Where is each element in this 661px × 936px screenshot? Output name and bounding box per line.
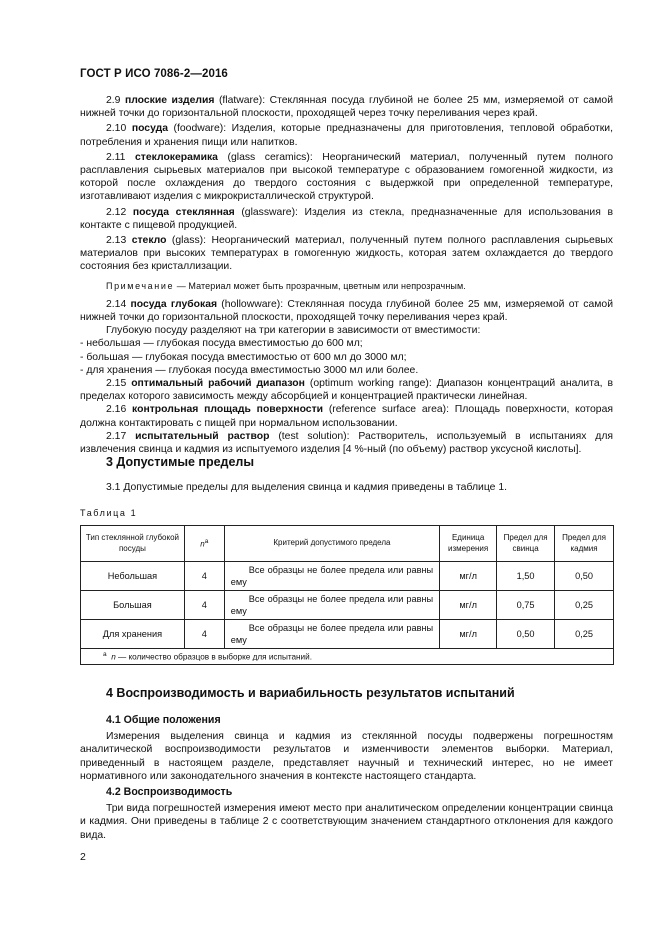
col-header-cadmium: Предел для кадмия [555, 526, 614, 562]
subsection-4-1-text: Измерения выделения свинца и кадмия из стеклянной посуды подвержены погрешностям аналитической воспроизводимости результатов и изменчивости элементов выборки. Материал, приведенный в настоящем разделе, представляет научный и технический интерес, но не имеет нормативного или законодательного значения в контексте настоящего стандарта. [80, 731, 613, 782]
category-item: - большая — глубокая посуда вместимостью от 600 мл до 3000 мл; [80, 351, 407, 363]
table-footnote: $^а$ n — количество образцов в выборке для испытаний. [81, 649, 614, 665]
term: стеклокерамика [135, 151, 218, 163]
table-row: Большая 4 Все образцы не более предела или равны ему мг/л 0,75 0,25 [81, 591, 614, 620]
note: Примечание — Материал может быть прозрачным, цветным или непрозрачным. [106, 280, 466, 291]
table-footnote-row [81, 649, 614, 665]
table-row: Для хранения 4 Все образцы не более предела или равны ему мг/л 0,50 0,25 [81, 620, 614, 649]
term: оптимальный рабочий диапазон [131, 378, 305, 390]
paragraph-3-1: 3.1 Допустимые пределы для выделения свинца и кадмия приведены в таблице 1. [106, 482, 507, 493]
col-header-criterion: Критерий допустимого предела [224, 526, 439, 562]
table-header-row [81, 526, 614, 562]
col-header-type: Тип стеклянной глубокой посуды [81, 526, 185, 562]
definition-2-11: 2.11 стеклокерамика (glass ceramics): Неорганический материал, полученный путем полного расплавления сырьевых материалов при высокой температуре с образованием гомогенной жидкости, из которой после охлаждения до твердого состояния с выдержкой при определенной температуре, изготавливают изделия с микрокристаллической структурой. [80, 151, 614, 203]
definition-2-10: 2.10 посуда (foodware): Изделия, которые предназначены для приготовления, тепловой обработки, потребления и хранения пищи или напитков. [80, 123, 613, 148]
subsection-4-2-title: 4.2 Воспроизводимость [106, 786, 233, 799]
subsection-4-1-title: 4.1 Общие положения [106, 714, 221, 726]
subsection-4-2-text: Три вида погрешностей измерения имеют место при аналитическом определении концентрации свинца и кадмия. Они приведены в таблице 2 с соответствующим значением стандартного отклонения для каждого вида. [80, 803, 613, 841]
category-item: - небольшая — глубокая посуда вместимостью до 600 мл; [80, 338, 363, 350]
section-3-title: 3 Допустимые пределы [106, 455, 255, 469]
definition-2-16: 2.16 контрольная площадь поверхности (reference surface area): Площадь поверхности, которая должна контактировать с пищей при нормальном использовании. [80, 404, 613, 429]
note-label: Примечание [106, 280, 175, 291]
limits-table [80, 525, 614, 665]
section-4-body [80, 714, 613, 842]
definition-2-13: 2.13 стекло (glass): Неорганический материал, полученный путем полного расплавления сырьевых материалов при высоких температурах в гомогенную жидкость, которая затем охлаждается до твердого состояния без кристаллизации. [80, 235, 613, 273]
definition-2-17: 2.17 испытательный раствор (test solution): Растворитель, используемый в испытаниях для извлечения свинца и кадмия из испытуемого изделия [4 %-ный (по объему) раствор уксусной кислоты]. [80, 430, 614, 456]
definitions-block [80, 94, 613, 456]
term: плоские изделия [124, 95, 215, 106]
term: посуда стеклянная [132, 206, 235, 218]
col-header-lead: Предел для свинца [497, 526, 555, 562]
definition-2-14: 2.14 посуда глубокая (hollowware): Стеклянная посуда глубиной более 25 мм, измеряемой от самой нижней точки до горизонтальной плоскости, проходящей точку переливания через край. [80, 298, 613, 324]
term: контрольная площадь поверхности [132, 404, 324, 416]
page-number: 2 [80, 851, 86, 863]
definition-2-9: 2.9 плоские изделия (flatware): Стеклянная посуда глубиной не более 25 мм, измеряемой от самой нижней точки до горизонтальной плоскости, проходящей через точку переливания через край. [80, 95, 613, 120]
col-header-n: $n^а$ [184, 526, 224, 562]
section-4-title: 4 Воспроизводимость и вариабильность результатов испытаний [106, 686, 515, 700]
term: испытательный раствор [135, 430, 270, 442]
definition-2-15: 2.15 оптимальный рабочий диапазон (optimum working range): Диапазон концентраций аналита, в пределах которого зависимость между абсорбцией и концентрацией практически линейная. [80, 378, 614, 403]
col-header-unit: Единица измерения [440, 526, 497, 562]
term: посуда [131, 123, 168, 135]
table-1-label: Таблица 1 [80, 508, 138, 518]
term: стекло [131, 235, 167, 247]
category-item: - для хранения — глубокая посуда вместимостью 3000 мл или более. [80, 364, 419, 376]
table-row: Небольшая 4 Все образцы не более предела или равны ему мг/л 1,50 0,50 [81, 562, 614, 591]
standard-header: ГОСТ Р ИСО 7086-2—2016 [80, 68, 228, 80]
term: посуда глубокая [130, 298, 218, 310]
definition-2-12: 2.12 посуда стеклянная (glassware): Изделия из стекла, предназначенные для использования в контакте с пищевой продукцией. [80, 206, 614, 231]
categories-intro: Глубокую посуду разделяют на три категории в зависимости от вместимости: [106, 325, 481, 337]
